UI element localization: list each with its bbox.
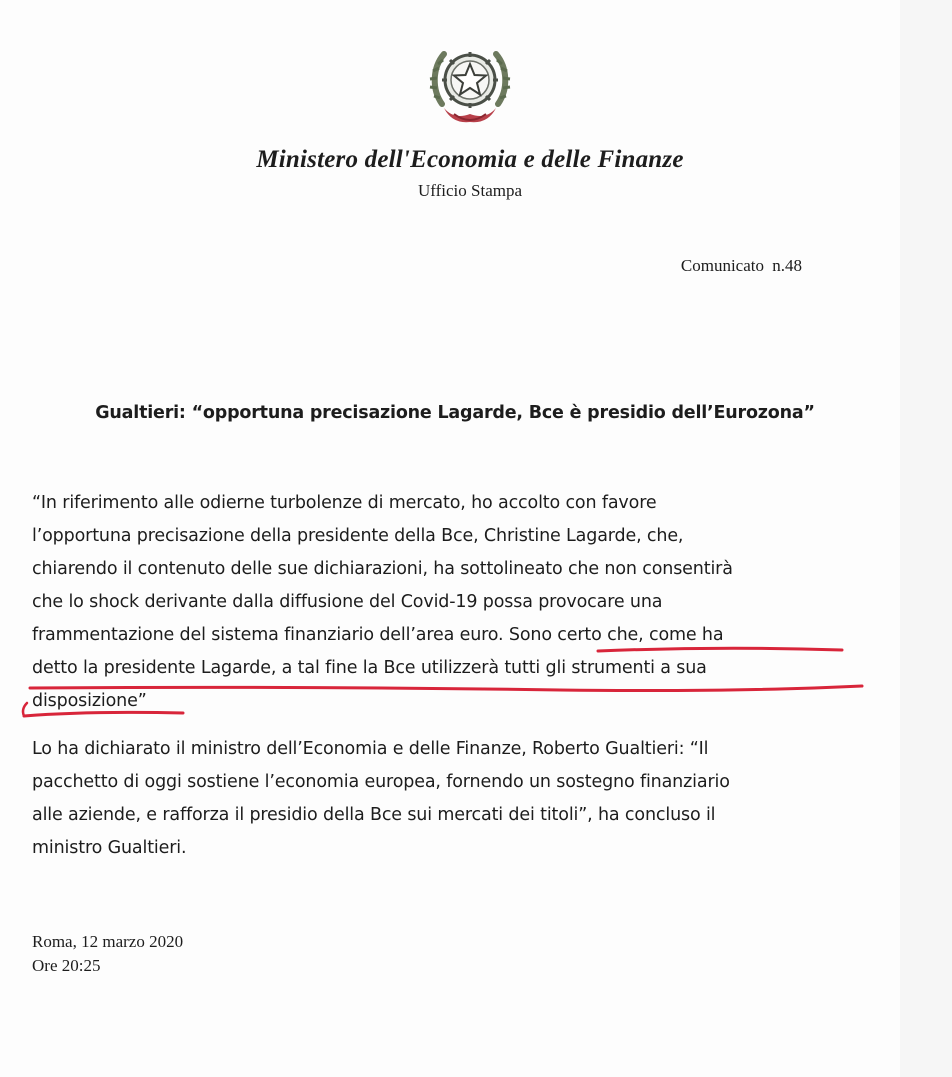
paragraph-line: chiarendo il contenuto delle sue dichiarazioni, ha sottolineato che non consentirà [32, 559, 733, 579]
ministry-title: Ministero dell'Economia e delle Finanze [256, 146, 684, 173]
paragraph-line: disposizione” [32, 691, 147, 711]
office-name: Ufficio Stampa [417, 181, 523, 200]
page-margin [900, 0, 952, 1077]
paragraph-line: che lo shock derivante dalla diffusione del Covid-19 possa provocare una [32, 592, 663, 612]
paragraph-line: frammentazione del sistema finanziario dell’area euro. Sono certo che, come ha [32, 625, 724, 645]
headline: Gualtieri: “opportuna precisazione Lagarde, Bce è presidio dell’Eurozona” [95, 403, 815, 423]
release-time: Ore 20:25 [32, 956, 101, 975]
dateline [32, 930, 183, 978]
paragraph-line: Lo ha dichiarato il ministro dell’Economia e delle Finanze, Roberto Gualtieri: “Il [32, 739, 709, 759]
release-number: Comunicato n.48 [680, 256, 802, 275]
paragraph-line: l’opportuna precisazione della presidente della Bce, Christine Lagarde, che, [32, 526, 684, 546]
statement-paragraph [32, 733, 882, 865]
italian-republic-emblem-icon [424, 38, 516, 130]
paragraph-line: alle aziende, e rafforza il presidio della Bce sui mercati dei titoli”, ha concluso il [32, 805, 716, 825]
paragraph-line: “In riferimento alle odierne turbolenze di mercato, ho accolto con favore [32, 493, 657, 513]
quote-paragraph [32, 487, 882, 718]
paragraph-line: pacchetto di oggi sostiene l’economia europea, fornendo un sostegno finanziario [32, 772, 730, 792]
paragraph-line: detto la presidente Lagarde, a tal fine la Bce utilizzerà tutti gli strumenti a sua [32, 658, 707, 678]
paragraph-line: ministro Gualtieri. [32, 838, 187, 858]
place-date: Roma, 12 marzo 2020 [32, 932, 184, 951]
